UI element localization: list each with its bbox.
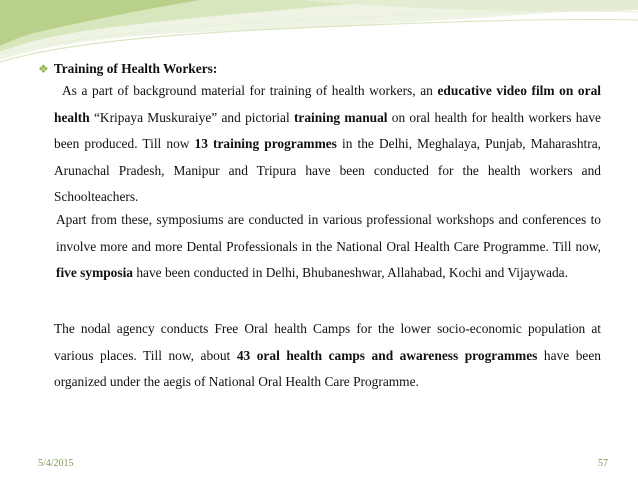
emphasis-text: five symposia: [56, 265, 133, 280]
paragraph-text: have been organized under the aegis of National Oral Health Care Programme.: [54, 347, 601, 389]
emphasis-text: 43 oral health camps and awareness programmes: [236, 347, 538, 363]
paragraph-text: in the Delhi, Meghalaya, Punjab, Maharashtra, Arunachal Pradesh, Manipur and Tripura have been conducted for the health workers and Schoolteachers.: [54, 136, 601, 204]
paragraph-text: have been conducted in Delhi, Bhubaneshwar, Allahabad, Kochi and Vijaywada.: [133, 265, 568, 280]
paragraph-symposia: [56, 207, 601, 287]
paragraph-text: on oral health for health workers have been produced. Till now: [54, 109, 602, 151]
diamond-bullet-icon: ❖: [38, 62, 49, 76]
paragraph-text: Apart from these, symposiums are conducted in various professional workshops and conferences to involve more and more Dental Professionals in the National Oral Health Care Programme. Till now,: [56, 212, 601, 254]
paragraph-text: As a part of background material for training of health workers, an: [62, 83, 438, 98]
section-heading: [38, 61, 217, 77]
paragraph-text: The nodal agency conducts Free Oral health Camps for the lower socio-economic population at various places. Till now, about: [54, 321, 601, 363]
emphasis-text: 13 training programmes: [194, 136, 337, 151]
section-heading-text: Training of Health Workers:: [53, 61, 218, 76]
paragraph-text: “Kripaya Muskuraiye” and pictorial: [89, 109, 294, 125]
emphasis-text: educative video film on oral health: [54, 83, 601, 125]
footer-date: 5/4/2015: [38, 458, 74, 469]
paragraph-camps: [54, 316, 601, 396]
emphasis-text: training manual: [293, 109, 388, 125]
footer-page-number: 57: [598, 458, 608, 469]
paragraph-training: [54, 78, 601, 211]
